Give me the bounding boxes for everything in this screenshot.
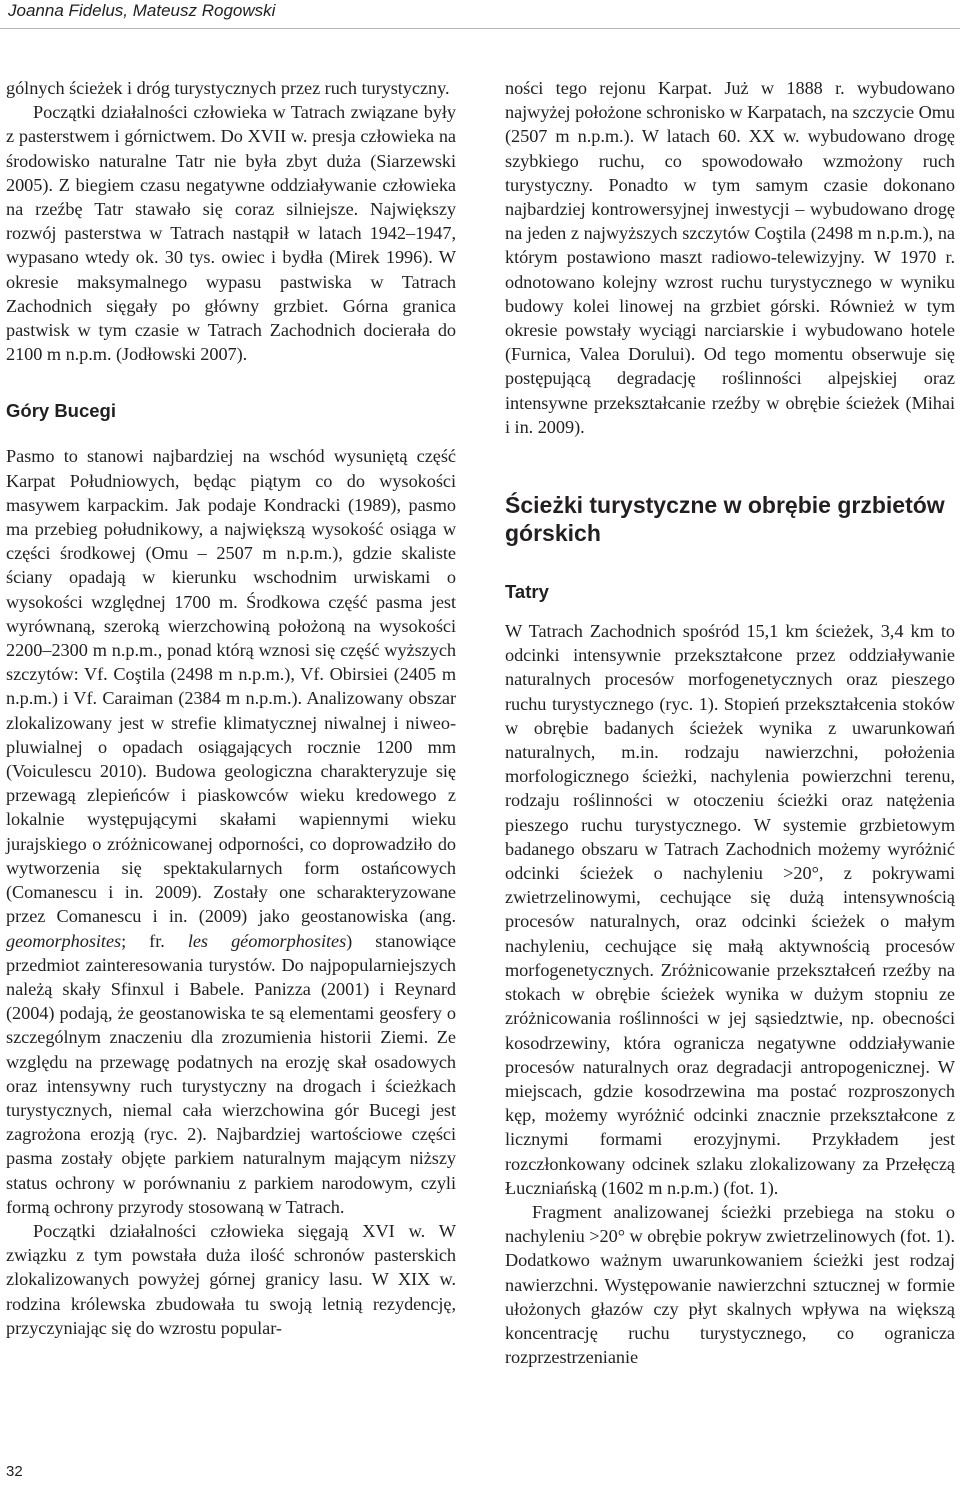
term-geomorphosites: geomorphosites xyxy=(6,930,122,951)
left-column xyxy=(6,76,456,1340)
paragraph: Początki działalności człowieka w Tatrach związane były z pasterstwem i górnictwem. Do XVII w. presja człowieka na środowisko naturalne Tatr nie była zbyt duża (Siarzewski 2005). Z biegiem czasu negatywne oddziaływanie człowieka na rzeźbę Tatr stawało się coraz silniejsze. Największy rozwój pasterstwa w Tatrach nastąpił w latach 1942–1947, wypasano wtedy ok. 30 tys. owiec i bydła (Mirek 1996). W okresie maksymalnego wypasu pastwiska w Tatrach Zachodnich sięgały po główny grzbiet. Górna granica pastwisk w tym czasie w Tatrach Zachodnich docierała do 2100 m n.p.m. (Jodłowski 2007). xyxy=(6,102,456,365)
text-run: ) stanowiące przedmiot zainteresowania turystów. Do najpopularniejszych należą skały Sfinxul i Babele. Panizza (2001) i Reynard (2004) podają, że geostanowiska te są elementami geosfery o szczególnym znaczeniu dla zrozumienia historii Ziemi. Ze względu na przewagę podatnych na erozję skał osadowych oraz intensywny ruch turystyczny na drogach i ścieżkach turystycznych, niemal cała wierzchowina gór Bucegi jest zagrożona erozją (ryc. 2). Najbardziej wartościowe części pasma zostały objęte parkiem naturalnym mającym niższy status ochrony w porównaniu z parkiem narodowym, czyli formą ochrony przyrody stosowaną w Tatrach. xyxy=(6,930,456,1217)
subsection-heading-bucegi: Góry Bucegi xyxy=(6,400,116,422)
right-column xyxy=(505,76,955,1369)
header-rule xyxy=(0,28,960,29)
section-heading: Ścieżki turystyczne w obrębie grzbietów górskich xyxy=(505,492,945,547)
paragraph: Fragment analizowanej ścieżki przebiega na stoku o nachyleniu >20° w obrębie pokryw zwietrzelinowych (fot. 1). Dodatkowo ważnym uwarunkowaniem ścieżki jest rodzaj nawierzchni. Występowanie nawierzchni sztucznej w formie ułożonych głazów czy płyt skalnych wpływa na większą koncentrację ruchu turystycznego, co ogranicza rozprzestrzenianie xyxy=(505,1201,955,1368)
paragraph: gólnych ścieżek i dróg turystycznych przez ruch turystyczny. xyxy=(6,78,450,98)
text-run: ; fr. xyxy=(121,930,188,951)
term-les-geomorphosites: les géomorphosites xyxy=(187,930,347,951)
paragraph: ności tego rejonu Karpat. Już w 1888 r. wybudowano najwyżej położone schronisko w Karpatach, na szczycie Omu (2507 m n.p.m.). W latach 60. XX w. wybudowano drogę szybkiego ruchu, co spowodowało wzmożony ruch turystyczny. Ponadto w tym samym czasie dokonano najbardziej kontrowersyjnej inwestycji – wybudowano drogę na jeden z najwyższych szczytów Coştila (2498 m n.p.m.), na którym postawiono maszt radiowo-telewizyjny. W 1970 r. odnotowano kolejny wzrost ruchu turystycznego w wyniku budowy kolei linowej na grzbiet górski. Również w tym okresie powstały wyciągi narciarskie i wybudowano hotele (Furnica, Valea Dorului). Od tego momentu obserwuje się postępującą degradację roślinności alpejskiej oraz intensywne przekształcanie rzeźby w obrębie ścieżek (Mihai i in. 2009). xyxy=(505,78,955,437)
paragraph: W Tatrach Zachodnich spośród 15,1 km ścieżek, 3,4 km to odcinki intensywnie przekształcone przez oddziaływanie naturalnych procesów morfogenetycznych oraz pieszego ruchu turystycznego (ryc. 1). Stopień przekształcenia stoków w obrębie badanych ścieżek wynika z uwarunkowań naturalnych, m.in. rodzaju nawierzchni, położenia morfologicznego ścieżki, nachylenia powierzchni terenu, rodzaju roślinności w otoczeniu ścieżki oraz natężenia pieszego ruchu turystycznego. W systemie grzbietowym badanego obszaru w Tatrach Zachodnich możemy wyróżnić odcinki ścieżek o nachyleniu >20°, z pokrywami zwietrzelinowymi, cechujące się dużą intensywnością procesów naturalnych, oraz odcinki ścieżek o małym nachyleniu, cechujące się małą aktywnością procesów morfogenetycznych. Zróżnicowanie przekształceń rzeźby na stokach w obrębie ścieżek wynika w dużym stopniu ze zróżnicowania roślinności w jej sąsiedztwie, np. obecności kosodrzewiny, która ogranicza negatywne oddziaływanie procesów naturalnych oraz degradacji antropogenicznej. W miejscach, gdzie kosodrzewina ma postać rozproszonych kęp, możemy wyróżnić odcinki znacznie przekształcone z licznymi formami erozyjnymi. Przykładem jest rozczłonkowany odcinek szlaku zlokalizowany za Przełęczą Łuczniańską (1602 m n.p.m.) (fot. 1). xyxy=(505,621,955,1198)
paragraph xyxy=(6,444,456,1219)
page-number: 32 xyxy=(6,1463,23,1480)
text-run: Pasmo to stanowi najbardziej na wschód wysuniętą część Karpat Południowych, będąc piątym co do wysokości masywem karpackim. Jak podaje Kondracki (1989), pasmo ma przebieg południkowy, a największą wysokość osiąga w części środkowej (Omu – 2507 m n.p.m.), gdzie skaliste ściany opadają w kierunku wschodnim urwiskami o wysokości względnej 1700 m. Środkowa część pasma jest wyrównaną, szeroką wierzchowiną położoną na wysokości 2200–2300 m n.p.m., ponad którą wznosi się część wyższych szczytów: Vf. Coştila (2498 m n.p.m.), Vf. Obirsiei (2405 m n.p.m.) i Vf. Caraiman (2384 m n.p.m.). Analizowany obszar zlokalizowany jest w strefie klimatycznej niwalnej i niweo-pluwialnej o opadach osiągających rocznie 1200 mm (Voiculescu 2010). Budowa geologiczna charakteryzuje się przewagą zlepieńców i piaskowców wieku kredowego z lokalnie występującymi skałami wapiennymi wieku jurajskiego o zróżnicowanej odporności, co doprowadziło do wytworzenia się spektakularnych form ostańcowych (Comanescu i in. 2009). Zostały one scharakteryzowane przez Comanescu i in. (2009) jako geostanowiska (ang. xyxy=(6,446,456,927)
paragraph: Początki działalności człowieka sięgają XVI w. W związku z tym powstała duża ilość schronów pasterskich zlokalizowanych powyżej górnej granicy lasu. W XIX w. rodzina królewska zbudowała tu swoją letnią rezydencję, przyczyniając się do wzrostu popular- xyxy=(6,1220,456,1338)
subsection-heading-tatry: Tatry xyxy=(505,581,549,603)
running-head-authors: Joanna Fidelus, Mateusz Rogowski xyxy=(8,1,276,20)
